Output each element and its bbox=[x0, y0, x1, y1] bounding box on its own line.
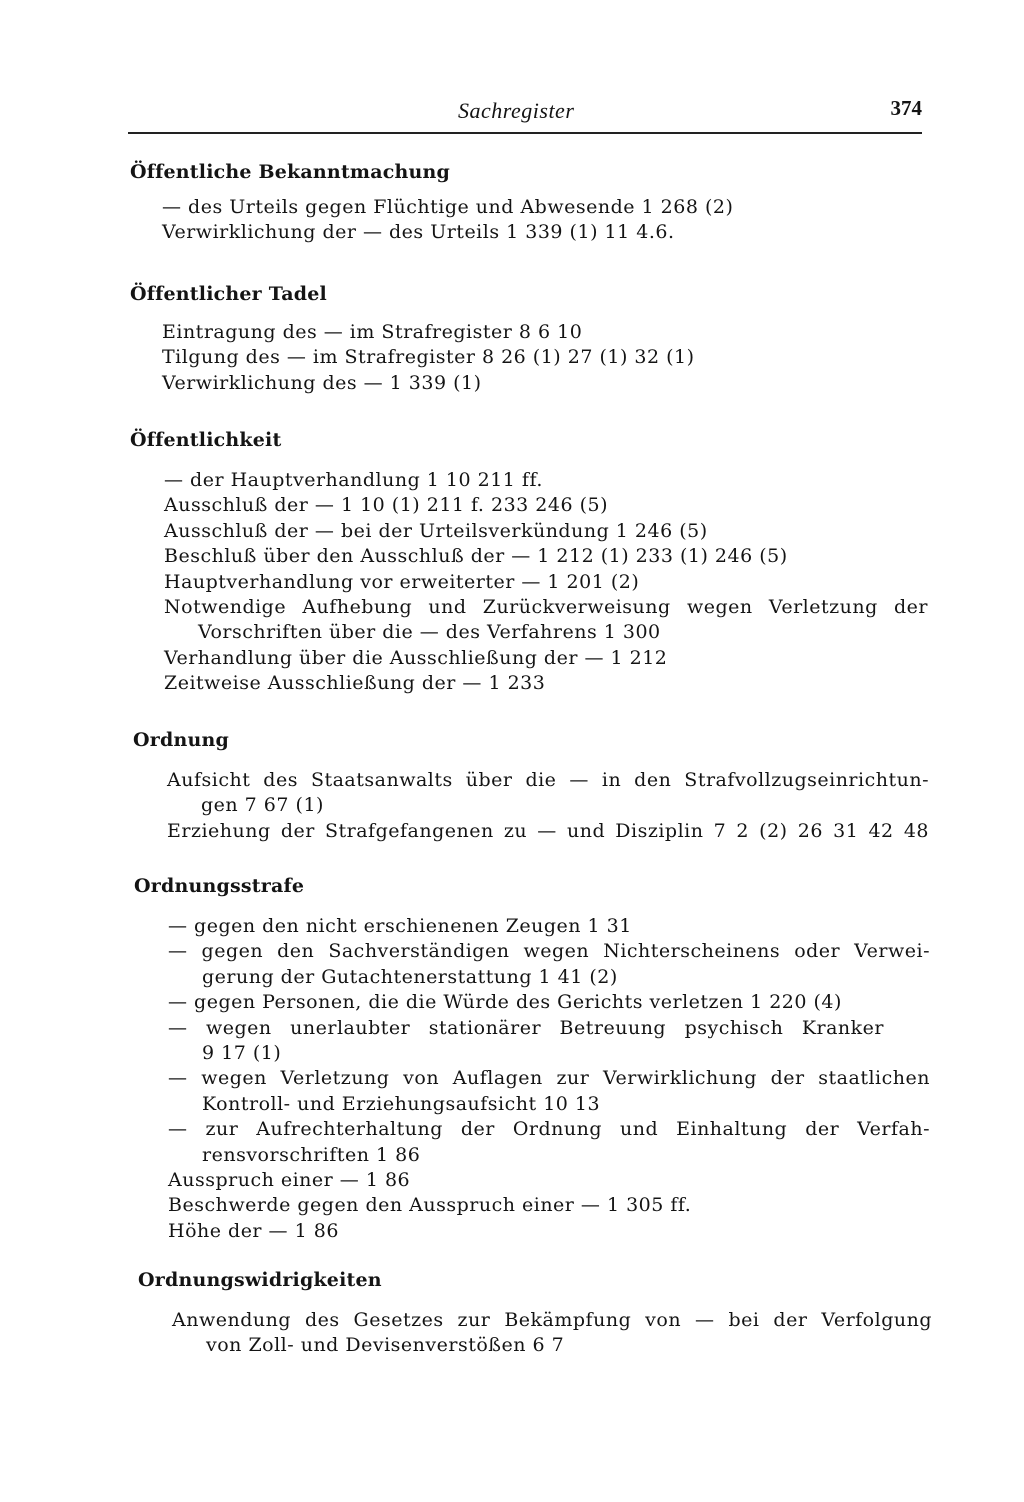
index-entry: Hauptverhandlung vor erweiterter — 1 201 (2) bbox=[164, 570, 640, 593]
index-entry: Zeitweise Ausschließung der — 1 233 bbox=[164, 672, 546, 695]
index-entry: Verhandlung über die Ausschließung der — 1 212 bbox=[164, 646, 668, 669]
index-entry-continuation: gerung der Gutachtenerstattung 1 41 (2) bbox=[202, 965, 618, 988]
index-entry: Aufsicht des Staatsanwalts über die — in den Strafvollzugseinrichtun- bbox=[167, 769, 929, 791]
index-entry-continuation: 9 17 (1) bbox=[202, 1042, 282, 1065]
index-entry: — wegen unerlaubter stationärer Betreuung psychisch Kranker bbox=[168, 1016, 884, 1039]
index-entry: Beschluß über den Ausschluß der — 1 212 (1) 233 (1) 246 (5) bbox=[164, 545, 788, 568]
running-title: Sachregister bbox=[458, 98, 575, 123]
section-heading: Öffentliche Bekanntmachung bbox=[130, 161, 451, 183]
index-entry: Verwirklichung des — 1 339 (1) bbox=[162, 371, 482, 394]
index-section bbox=[130, 428, 928, 697]
index-entry: Tilgung des — im Strafregister 8 26 (1) 27 (1) 32 (1) bbox=[162, 346, 695, 369]
index-section bbox=[138, 1268, 932, 1359]
section-heading: Ordnungsstrafe bbox=[134, 875, 305, 897]
index-section bbox=[134, 874, 930, 1244]
index-entry: — des Urteils gegen Flüchtige und Abwesende 1 268 (2) bbox=[162, 196, 734, 218]
index-section bbox=[130, 160, 790, 246]
index-entry: Anwendung des Gesetzes zur Bekämpfung von — bei der Verfolgung bbox=[172, 1309, 932, 1331]
index-entry: — gegen Personen, die die Würde des Gerichts verletzen 1 220 (4) bbox=[168, 991, 842, 1014]
page-header bbox=[128, 92, 922, 134]
index-entry: — gegen den nicht erschienenen Zeugen 1 31 bbox=[168, 915, 632, 937]
index-entry: — der Hauptverhandlung 1 10 211 ff. bbox=[164, 469, 543, 491]
index-entry: Eintragung des — im Strafregister 8 6 10 bbox=[162, 321, 583, 343]
page-number: 374 bbox=[890, 96, 922, 120]
index-entry: Ausspruch einer — 1 86 bbox=[168, 1169, 411, 1192]
index-entry-continuation: gen 7 67 (1) bbox=[201, 794, 324, 817]
index-entry-continuation: Vorschriften über die — des Verfahrens 1 300 bbox=[198, 621, 661, 644]
index-entry-continuation: rensvorschriften 1 86 bbox=[202, 1143, 421, 1166]
index-entry: Notwendige Aufhebung und Zurückverweisung wegen Verletzung der bbox=[164, 596, 928, 619]
index-section bbox=[130, 282, 790, 396]
index-entry: Höhe der — 1 86 bbox=[168, 1219, 339, 1242]
index-entry: — wegen Verletzung von Auflagen zur Verwirklichung der staatlichen bbox=[168, 1067, 930, 1090]
index-entry: Ausschluß der — bei der Urteilsverkündung 1 246 (5) bbox=[164, 519, 708, 542]
index-entry: Beschwerde gegen den Ausspruch einer — 1 305 ff. bbox=[168, 1194, 692, 1217]
index-entry: Ausschluß der — 1 10 (1) 211 f. 233 246 (5) bbox=[164, 494, 609, 517]
section-heading: Ordnung bbox=[133, 729, 229, 751]
section-heading: Öffentlicher Tadel bbox=[130, 283, 327, 305]
index-section bbox=[133, 728, 929, 844]
index-entry: — zur Aufrechterhaltung der Ordnung und Einhaltung der Verfah- bbox=[168, 1118, 930, 1141]
index-entry-continuation: Kontroll- und Erziehungsaufsicht 10 13 bbox=[202, 1092, 601, 1115]
section-heading: Öffentlichkeit bbox=[130, 429, 282, 451]
index-entry: Erziehung der Strafgefangenen zu — und Disziplin 7 2 (2) 26 31 42 48 bbox=[167, 819, 929, 842]
index-entry: Verwirklichung der — des Urteils 1 339 (1) 11 4.6. bbox=[162, 221, 675, 244]
index-entry: — gegen den Sachverständigen wegen Nichterscheinens oder Verwei- bbox=[168, 940, 930, 963]
section-heading: Ordnungswidrigkeiten bbox=[138, 1269, 382, 1291]
index-entry-continuation: von Zoll- und Devisenverstößen 6 7 bbox=[206, 1334, 565, 1357]
